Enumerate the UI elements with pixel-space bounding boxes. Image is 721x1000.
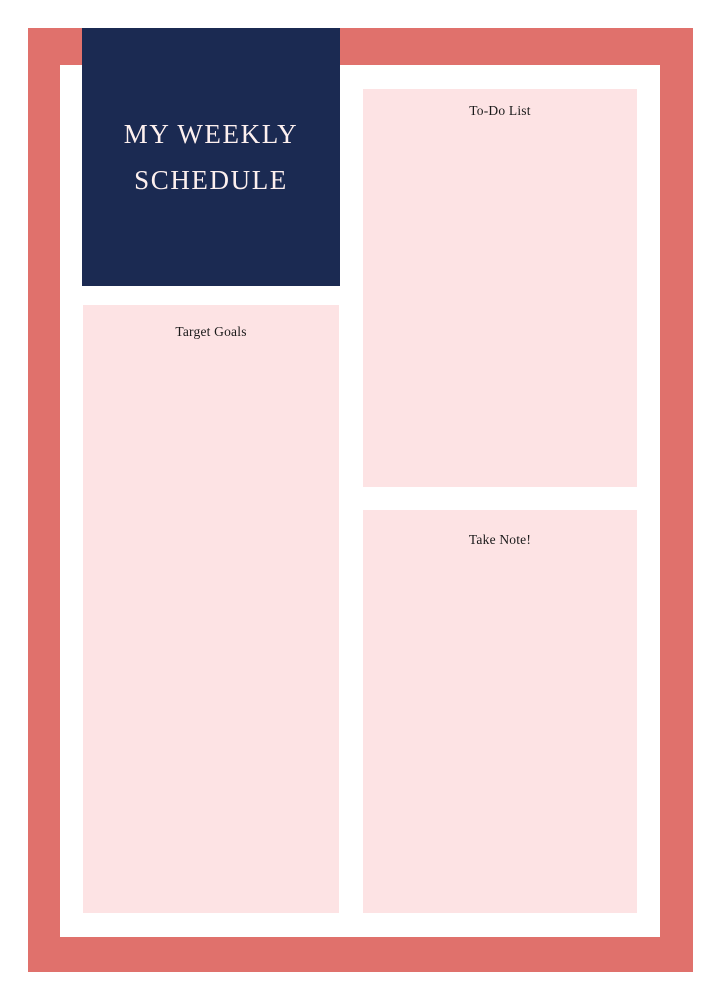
target-goals-heading: Target Goals [175,324,247,339]
take-note-panel[interactable] [363,510,637,913]
page-title-line-1: MY WEEKLY [123,119,299,149]
take-note-heading: Take Note! [468,532,532,547]
to-do-list-panel[interactable] [363,89,637,487]
page-title-line-2: SCHEDULE [134,165,288,195]
title-block [82,28,340,286]
target-goals-panel[interactable] [83,305,339,913]
to-do-list-heading: To-Do List [469,103,531,118]
